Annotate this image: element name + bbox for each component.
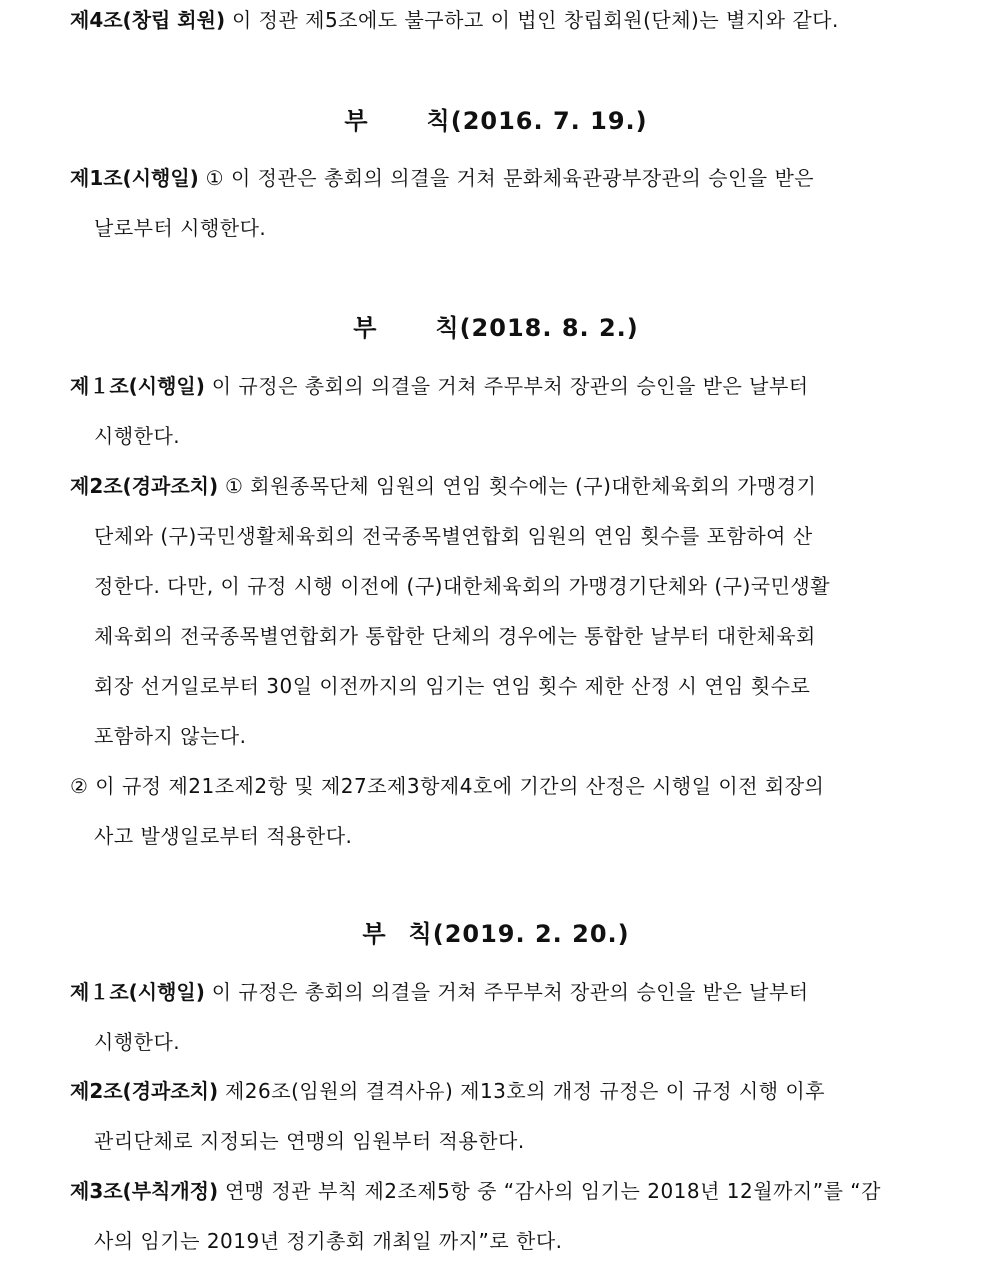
article-text-line: ① 이 정관은 총회의 의결을 거쳐 문화체육관광부장관의 승인을 받은	[205, 166, 815, 190]
supplement-2016-article-1	[70, 153, 920, 253]
article-text-line: ① 회원종목단체 임원의 연임 횟수에는 (구)대한체육회의 가맹경기	[224, 474, 817, 498]
article-text-line: 시행한다.	[94, 1030, 181, 1054]
supplement-2018-heading	[0, 308, 992, 348]
article-title: 제1조(시행일)	[70, 166, 199, 190]
article-4-text: 이 정관 제5조에도 불구하고 이 법인 창립회원(단체)는 별지와 같다.	[231, 8, 839, 32]
article-text-line: 관리단체로 지정되는 연맹의 임원부터 적용한다.	[94, 1129, 525, 1153]
heading-bu: 부	[353, 314, 378, 342]
article-4-title: 제4조(창립 회원)	[70, 8, 226, 32]
article-text-line: 시행한다.	[94, 424, 181, 448]
article-title: 제１조(시행일)	[70, 980, 205, 1004]
article-text-line: 회장 선거일로부터 30일 이전까지의 임기는 연임 횟수 제한 산정 시 연임 횟수로	[94, 674, 811, 698]
heading-chik-date: 칙(2018. 8. 2.)	[435, 314, 639, 342]
article-text-line: 연맹 정관 부칙 제2조제5항 중 “감사의 임기는 2018년 12월까지”를 “감	[224, 1179, 881, 1203]
article-text-line: 이 규정은 총회의 의결을 거쳐 주무부처 장관의 승인을 받은 날부터	[211, 980, 809, 1004]
heading-chik-date: 칙(2019. 2. 20.)	[408, 920, 630, 948]
article-text-line: 제26조(임원의 결격사유) 제13호의 개정 규정은 이 규정 시행 이후	[224, 1079, 826, 1103]
supplement-2018-article-2	[70, 461, 920, 761]
article-text-line: 사의 임기는 2019년 정기총회 개최일 까지”로 한다.	[94, 1229, 563, 1253]
article-text-line: ② 이 규정 제21조제2항 및 제27조제3항제4호에 기간의 산정은 시행일 이전 회장의	[70, 774, 825, 798]
supplement-2018-article-2-para-2	[70, 761, 920, 861]
supplement-2016-heading	[0, 101, 992, 141]
article-title: 제１조(시행일)	[70, 374, 205, 398]
supplement-2019-article-2	[70, 1066, 920, 1166]
article-4	[70, 0, 920, 45]
supplement-2019-article-1	[70, 967, 920, 1067]
supplement-2018-article-1	[70, 361, 920, 461]
article-text-line: 단체와 (구)국민생활체육회의 전국종목별연합회 임원의 연임 횟수를 포함하여 산	[94, 524, 813, 548]
article-text-line: 날로부터 시행한다.	[94, 216, 267, 240]
article-text-line: 이 규정은 총회의 의결을 거쳐 주무부처 장관의 승인을 받은 날부터	[211, 374, 809, 398]
supplement-2019-heading	[0, 914, 992, 954]
article-text-line: 정한다. 다만, 이 규정 시행 이전에 (구)대한체육회의 가맹경기단체와 (구)국민생활	[94, 574, 831, 598]
supplement-2019-article-3	[70, 1166, 920, 1266]
article-text-line: 사고 발생일로부터 적용한다.	[94, 824, 353, 848]
article-title: 제2조(경과조치)	[70, 474, 219, 498]
article-text-line: 체육회의 전국종목별연합회가 통합한 단체의 경우에는 통합한 날부터 대한체육회	[94, 624, 816, 648]
heading-chik-date: 칙(2016. 7. 19.)	[426, 107, 648, 135]
article-text-line: 포함하지 않는다.	[94, 724, 247, 748]
article-title: 제2조(경과조치)	[70, 1079, 219, 1103]
article-title: 제3조(부칙개정)	[70, 1179, 219, 1203]
heading-bu: 부	[344, 107, 369, 135]
heading-bu: 부	[362, 920, 387, 948]
